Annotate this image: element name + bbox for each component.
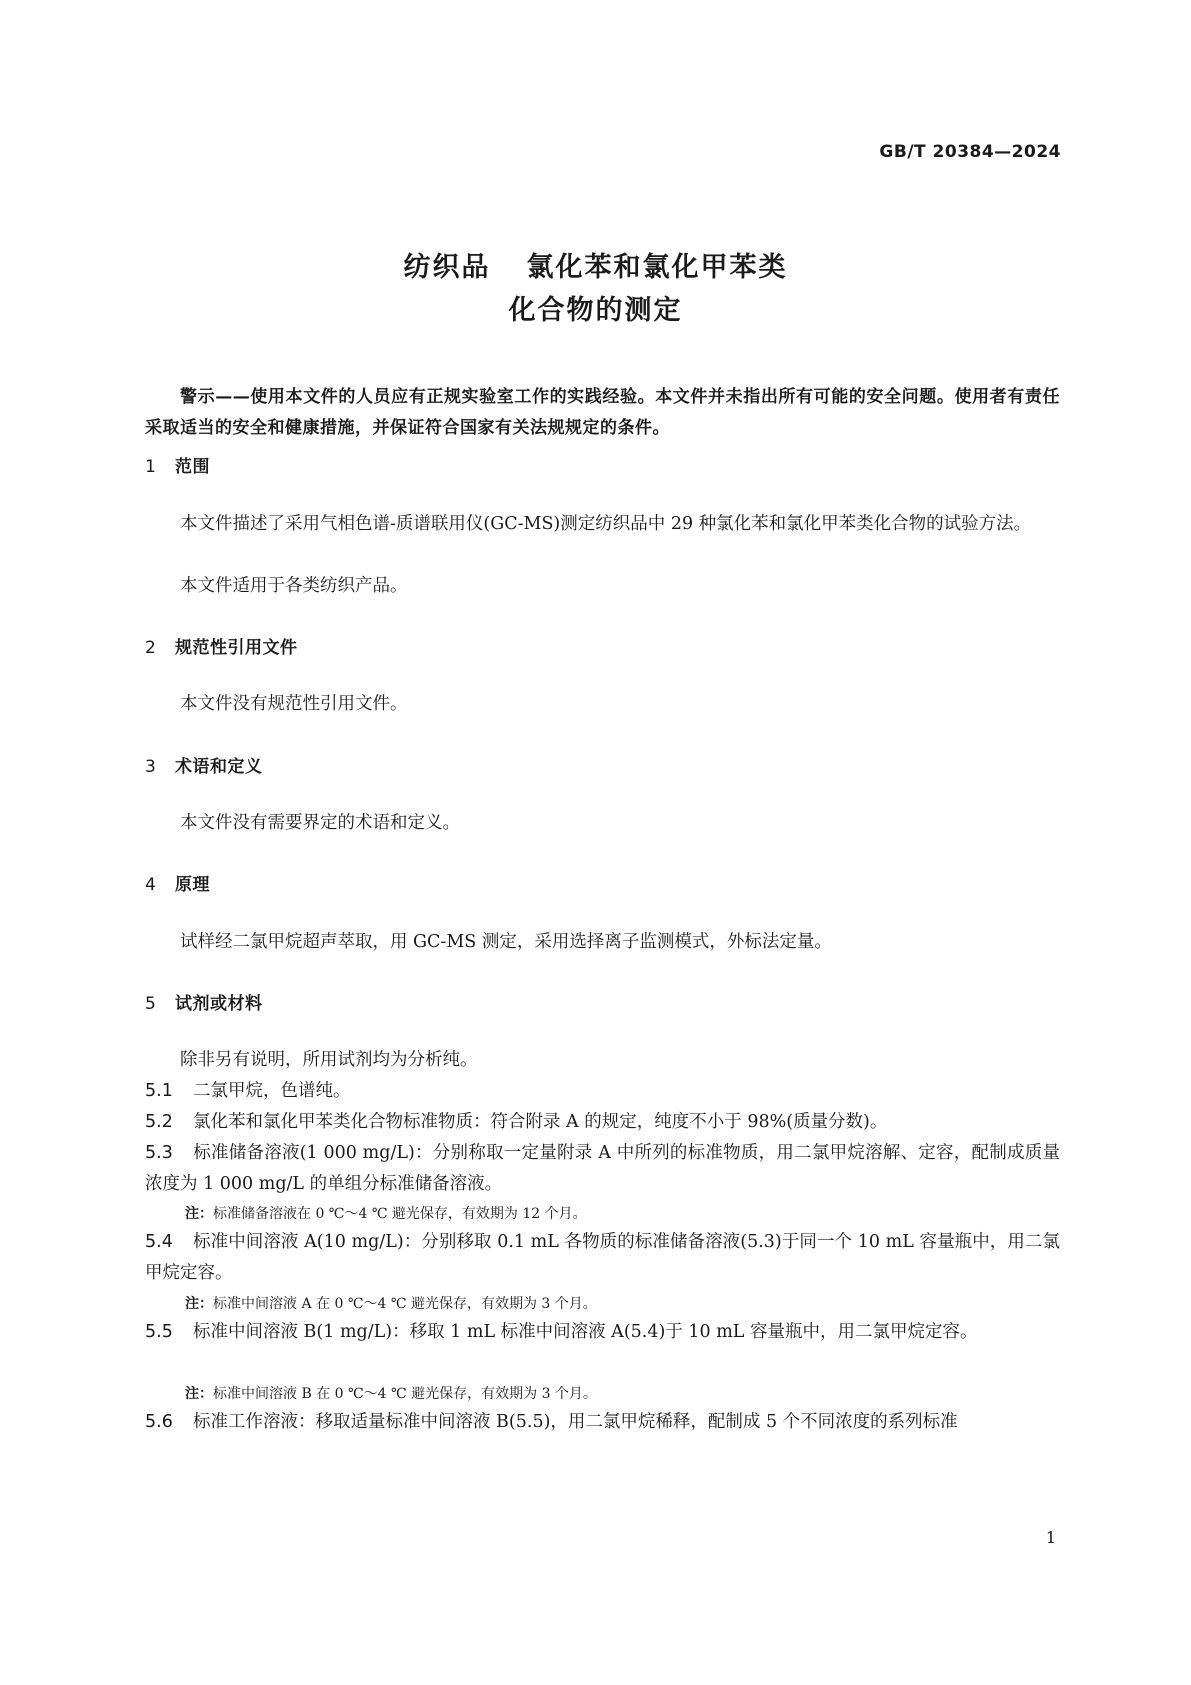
page-number: 1 xyxy=(1045,1528,1056,1547)
section-3-heading xyxy=(145,752,263,777)
standard-number: GB/T 20384—2024 xyxy=(879,142,1061,162)
section-3-paragraph-1: 本文件没有需要界定的术语和定义。 xyxy=(180,813,460,833)
document-title-line1 xyxy=(0,245,1191,284)
section-number: 2 xyxy=(145,638,157,658)
clause-number: 5.4 xyxy=(145,1232,173,1252)
section-title: 术语和定义 xyxy=(175,757,263,777)
section-5-intro: 除非另有说明，所用试剂均为分析纯。 xyxy=(180,1050,478,1070)
section-number: 1 xyxy=(145,457,157,477)
clause-5-6 xyxy=(145,1407,1060,1438)
title-part2: 氯化苯和氯化甲苯类 xyxy=(526,252,788,283)
clause-5-5 xyxy=(145,1317,1060,1348)
note-5-4 xyxy=(185,1293,597,1313)
clause-number: 5.5 xyxy=(145,1322,173,1342)
note-text: 标准中间溶液 A 在 0 ℃～4 ℃ 避光保存，有效期为 3 个月。 xyxy=(213,1296,597,1312)
clause-number: 5.3 xyxy=(145,1143,173,1163)
document-title-line2: 化合物的测定 xyxy=(508,295,683,326)
section-title: 原理 xyxy=(175,875,210,895)
section-1-paragraph-1: 本文件描述了采用气相色谱-质谱联用仪(GC-MS)测定纺织品中 29 种氯化苯和氯化甲苯类化合物的试验方法。 xyxy=(180,514,1032,534)
note-label: 注： xyxy=(185,1296,213,1312)
note-5-3 xyxy=(185,1203,587,1223)
note-text: 标准中间溶液 B 在 0 ℃～4 ℃ 避光保存，有效期为 3 个月。 xyxy=(213,1386,597,1402)
section-1-paragraph-2: 本文件适用于各类纺织产品。 xyxy=(180,576,408,596)
section-4-heading xyxy=(145,870,210,895)
clause-5-2 xyxy=(145,1107,1060,1138)
clause-number: 5.2 xyxy=(145,1112,173,1132)
section-1-heading xyxy=(145,452,210,477)
section-2-paragraph-1: 本文件没有规范性引用文件。 xyxy=(180,694,408,714)
clause-text: 标准工作溶液：移取适量标准中间溶液 B(5.5)，用二氯甲烷稀释，配制成 5 个不同浓度的系列标准 xyxy=(193,1412,958,1432)
clause-5-1 xyxy=(145,1076,1060,1107)
note-text: 标准储备溶液在 0 ℃～4 ℃ 避光保存，有效期为 12 个月。 xyxy=(213,1206,587,1222)
clause-text: 标准储备溶液(1 000 mg/L)：分别称取一定量附录 A 中所列的标准物质，用二氯甲烷溶解、定容，配制成质量浓度为 1 000 mg/L 的单组分标准储备溶液。 xyxy=(145,1143,1060,1194)
clause-text: 标准中间溶液 A(10 mg/L)：分别移取 0.1 mL 各物质的标准储备溶液(5.3)于同一个 10 mL 容量瓶中，用二氯甲烷定容。 xyxy=(145,1232,1060,1283)
section-title: 范围 xyxy=(175,457,210,477)
clause-text: 标准中间溶液 B(1 mg/L)：移取 1 mL 标准中间溶液 A(5.4)于 10 mL 容量瓶中，用二氯甲烷定容。 xyxy=(193,1322,978,1342)
section-number: 5 xyxy=(145,994,157,1014)
section-5-heading xyxy=(145,989,263,1014)
note-label: 注： xyxy=(185,1206,213,1222)
section-2-heading xyxy=(145,633,298,658)
warning-paragraph: 警示——使用本文件的人员应有正规实验室工作的实践经验。本文件并未指出所有可能的安全问题。使用者有责任采取适当的安全和健康措施，并保证符合国家有关法规规定的条件。 xyxy=(145,387,1060,438)
section-title: 规范性引用文件 xyxy=(175,638,298,658)
title-part1: 纺织品 xyxy=(403,252,491,283)
note-5-5 xyxy=(185,1383,597,1403)
section-number: 3 xyxy=(145,757,157,777)
clause-number: 5.6 xyxy=(145,1412,173,1432)
section-number: 4 xyxy=(145,875,157,895)
clause-5-4 xyxy=(145,1227,1060,1289)
clause-text: 氯化苯和氯化甲苯类化合物标准物质：符合附录 A 的规定，纯度不小于 98%(质量分数)。 xyxy=(193,1112,888,1132)
clause-5-3 xyxy=(145,1138,1060,1200)
clause-text: 二氯甲烷，色谱纯。 xyxy=(193,1081,351,1101)
section-4-paragraph-1: 试样经二氯甲烷超声萃取，用 GC-MS 测定，采用选择离子监测模式，外标法定量。 xyxy=(180,932,832,952)
clause-number: 5.1 xyxy=(145,1081,173,1101)
section-title: 试剂或材料 xyxy=(175,994,263,1014)
note-label: 注： xyxy=(185,1386,213,1402)
